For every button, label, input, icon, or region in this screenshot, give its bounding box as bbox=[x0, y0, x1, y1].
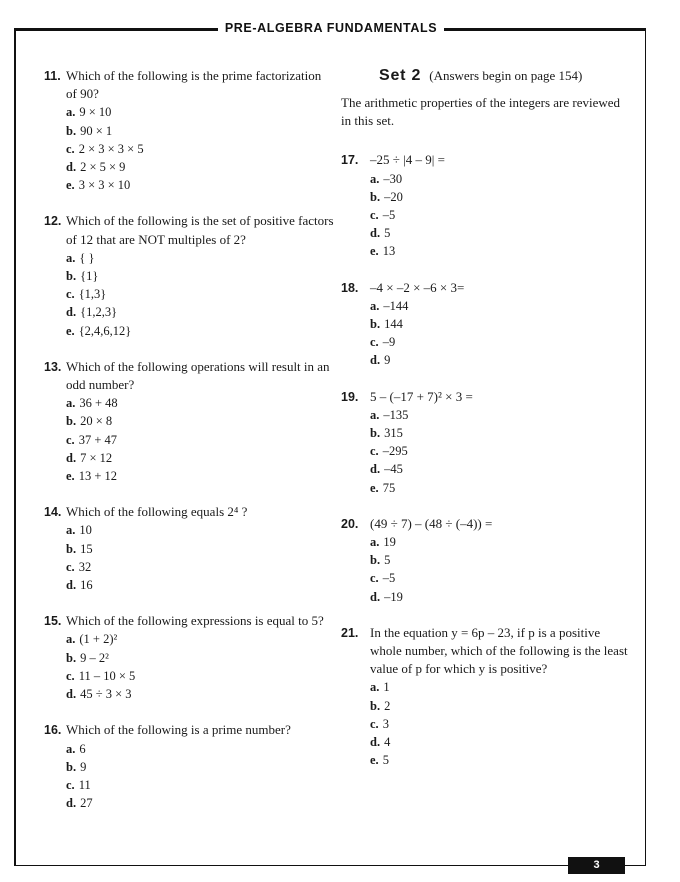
option-letter: b. bbox=[370, 317, 381, 332]
set-intro: The arithmetic properties of the integers are reviewed in this set. bbox=[341, 95, 621, 129]
answer-option bbox=[370, 551, 631, 569]
option-letter: b. bbox=[66, 650, 77, 665]
option-letter: e. bbox=[370, 753, 379, 768]
option-letter: d. bbox=[66, 160, 77, 175]
question-number: 14. bbox=[44, 505, 62, 520]
option-text: 20 × 8 bbox=[80, 414, 113, 429]
option-letter: a. bbox=[370, 407, 380, 422]
answer-option bbox=[370, 751, 631, 769]
answer-option bbox=[66, 412, 334, 430]
question-text: Which of the following is a prime number? bbox=[66, 722, 291, 738]
option-letter: d. bbox=[370, 462, 381, 477]
question-number: 19. bbox=[341, 389, 359, 404]
question-number: 16. bbox=[44, 723, 62, 738]
answer-option bbox=[370, 224, 631, 242]
answer-option bbox=[370, 442, 631, 460]
question-text: Which of the following equals 2⁴ ? bbox=[66, 504, 248, 520]
option-letter: e. bbox=[370, 244, 379, 259]
answer-option bbox=[370, 569, 631, 587]
question-text: In the equation y = 6p – 23, if p is a positive whole number, which of the following is the least value of p for which y is positive? bbox=[370, 624, 628, 677]
option-text: {2,4,6,12} bbox=[78, 323, 132, 338]
option-text: 2 × 5 × 9 bbox=[80, 160, 126, 175]
set-heading bbox=[341, 67, 631, 85]
option-letter: a. bbox=[66, 396, 76, 411]
option-letter: c. bbox=[370, 571, 379, 586]
question-block bbox=[341, 388, 631, 497]
answer-option bbox=[66, 322, 334, 340]
option-letter: c. bbox=[370, 208, 379, 223]
option-letter: e. bbox=[66, 178, 75, 193]
answer-option bbox=[370, 479, 631, 497]
question-text: (49 ÷ 7) – (48 ÷ (–4)) = bbox=[370, 515, 493, 531]
option-letter: b. bbox=[66, 123, 77, 138]
option-text: (1 + 2)² bbox=[79, 632, 118, 647]
question-stem bbox=[44, 612, 334, 630]
left-column bbox=[44, 67, 334, 830]
option-text: 13 bbox=[382, 244, 396, 259]
answer-option bbox=[66, 667, 334, 685]
answer-option bbox=[66, 394, 334, 412]
option-text: 9 bbox=[384, 353, 391, 368]
option-letter: e. bbox=[370, 480, 379, 495]
option-letter: d. bbox=[370, 353, 381, 368]
question-stem bbox=[44, 503, 334, 521]
question-text: –25 ÷ |4 – 9| = bbox=[370, 152, 445, 168]
option-text: 11 bbox=[78, 777, 91, 792]
option-letter: c. bbox=[370, 716, 379, 731]
option-letter: d. bbox=[66, 450, 77, 465]
answer-option bbox=[66, 140, 334, 158]
option-letter: b. bbox=[370, 698, 381, 713]
question-block bbox=[341, 515, 631, 606]
option-letter: b. bbox=[370, 426, 381, 441]
answer-option bbox=[370, 297, 631, 315]
question-stem bbox=[341, 279, 631, 297]
answer-option bbox=[66, 649, 334, 667]
page-number: 3 bbox=[568, 857, 625, 874]
option-letter: b. bbox=[66, 414, 77, 429]
answer-option bbox=[370, 533, 631, 551]
option-text: 45 ÷ 3 × 3 bbox=[80, 687, 132, 702]
option-text: 5 bbox=[382, 753, 389, 768]
option-letter: c. bbox=[66, 141, 75, 156]
option-letter: d. bbox=[370, 226, 381, 241]
option-text: 6 bbox=[79, 741, 86, 756]
header-rule-left bbox=[14, 28, 218, 31]
option-letter: a. bbox=[66, 632, 76, 647]
option-text: –5 bbox=[382, 571, 396, 586]
option-text: 144 bbox=[384, 317, 403, 332]
answer-option bbox=[370, 333, 631, 351]
answer-option bbox=[66, 103, 334, 121]
question-stem bbox=[341, 388, 631, 406]
question-number: 15. bbox=[44, 614, 62, 629]
option-letter: b. bbox=[66, 759, 77, 774]
option-letter: a. bbox=[66, 250, 76, 265]
option-letter: b. bbox=[66, 269, 77, 284]
option-text: { } bbox=[79, 250, 95, 265]
option-text: 7 × 12 bbox=[80, 450, 113, 465]
option-text: 16 bbox=[80, 578, 93, 593]
option-text: {1,2,3} bbox=[80, 305, 118, 320]
option-letter: a. bbox=[370, 298, 380, 313]
option-letter: b. bbox=[370, 189, 381, 204]
option-letter: b. bbox=[370, 553, 381, 568]
question-number: 17. bbox=[341, 153, 359, 168]
question-stem bbox=[341, 624, 631, 679]
header-rule-right bbox=[444, 28, 646, 31]
answer-option bbox=[66, 449, 334, 467]
answer-option bbox=[370, 733, 631, 751]
option-text: 32 bbox=[78, 559, 92, 574]
answer-option bbox=[370, 170, 631, 188]
option-letter: c. bbox=[66, 777, 75, 792]
option-letter: c. bbox=[370, 335, 379, 350]
option-text: –135 bbox=[383, 407, 409, 422]
option-text: 4 bbox=[384, 735, 391, 750]
option-text: 2 × 3 × 3 × 5 bbox=[78, 141, 144, 156]
option-letter: a. bbox=[66, 741, 76, 756]
answer-option bbox=[66, 122, 334, 140]
option-text: 315 bbox=[384, 426, 403, 441]
answer-option bbox=[370, 460, 631, 478]
question-number: 13. bbox=[44, 359, 62, 374]
set-note: (Answers begin on page 154) bbox=[429, 68, 583, 83]
question-stem bbox=[44, 721, 334, 739]
answer-option bbox=[370, 715, 631, 733]
option-letter: d. bbox=[370, 735, 381, 750]
answer-option bbox=[370, 351, 631, 369]
option-letter: c. bbox=[66, 559, 75, 574]
answer-option bbox=[66, 576, 334, 594]
question-number: 20. bbox=[341, 516, 359, 531]
option-text: 27 bbox=[80, 796, 93, 811]
question-block bbox=[341, 624, 631, 770]
question-block bbox=[44, 612, 334, 703]
answer-option bbox=[370, 315, 631, 333]
footer-rule bbox=[14, 865, 646, 866]
option-letter: d. bbox=[66, 578, 77, 593]
question-text: –4 × –2 × –6 × 3= bbox=[370, 279, 465, 295]
option-text: {1} bbox=[80, 269, 99, 284]
running-header: PRE-ALGEBRA FUNDAMENTALS bbox=[224, 21, 438, 35]
answer-option bbox=[66, 558, 334, 576]
option-text: 2 bbox=[384, 698, 391, 713]
answer-option bbox=[370, 678, 631, 696]
question-block bbox=[341, 151, 631, 260]
option-text: 1 bbox=[383, 680, 390, 695]
option-text: –30 bbox=[383, 171, 403, 186]
option-text: 5 bbox=[384, 226, 391, 241]
question-block bbox=[44, 358, 334, 485]
option-text: –20 bbox=[384, 189, 403, 204]
option-text: –9 bbox=[382, 335, 396, 350]
option-text: 15 bbox=[80, 541, 93, 556]
question-stem bbox=[44, 67, 334, 103]
set-title: Set 2 bbox=[379, 67, 422, 84]
option-text: 3 × 3 × 10 bbox=[78, 178, 131, 193]
answer-option bbox=[370, 206, 631, 224]
option-letter: c. bbox=[66, 287, 75, 302]
option-letter: a. bbox=[370, 680, 380, 695]
question-stem bbox=[44, 212, 334, 248]
option-text: 75 bbox=[382, 480, 396, 495]
option-letter: a. bbox=[370, 171, 380, 186]
answer-option bbox=[370, 406, 631, 424]
question-block bbox=[44, 503, 334, 594]
question-text: Which of the following operations will result in an odd number? bbox=[66, 358, 330, 393]
page-frame-left bbox=[14, 28, 16, 866]
answer-option bbox=[66, 467, 334, 485]
option-text: –45 bbox=[384, 462, 403, 477]
option-text: –19 bbox=[384, 589, 403, 604]
question-text: 5 – (–17 + 7)² × 3 = bbox=[370, 388, 473, 404]
answer-option bbox=[370, 242, 631, 260]
answer-option bbox=[66, 158, 334, 176]
question-block bbox=[341, 279, 631, 370]
question-text: Which of the following is the set of positive factors of 12 that are NOT multiples of 2? bbox=[66, 213, 334, 247]
answer-option bbox=[66, 630, 334, 648]
question-stem bbox=[341, 515, 631, 533]
option-text: 19 bbox=[383, 535, 396, 550]
option-text: 37 + 47 bbox=[78, 432, 117, 447]
answer-option bbox=[370, 588, 631, 606]
option-text: –144 bbox=[383, 298, 409, 313]
option-letter: d. bbox=[66, 687, 77, 702]
answer-option bbox=[66, 685, 334, 703]
page-frame-right bbox=[645, 30, 646, 866]
option-text: 9 bbox=[80, 759, 87, 774]
left-question-list bbox=[44, 67, 334, 812]
answer-option bbox=[66, 267, 334, 285]
question-block bbox=[44, 212, 334, 339]
answer-option bbox=[66, 521, 334, 539]
option-letter: a. bbox=[370, 535, 380, 550]
answer-option bbox=[66, 285, 334, 303]
answer-option bbox=[66, 740, 334, 758]
option-text: 9 – 2² bbox=[80, 650, 109, 665]
question-block bbox=[44, 67, 334, 194]
option-text: 3 bbox=[382, 716, 389, 731]
option-text: 11 – 10 × 5 bbox=[78, 668, 136, 683]
right-column bbox=[341, 67, 631, 788]
answer-option bbox=[370, 424, 631, 442]
question-number: 21. bbox=[341, 625, 359, 640]
answer-option bbox=[370, 697, 631, 715]
question-number: 18. bbox=[341, 280, 359, 295]
option-letter: d. bbox=[370, 589, 381, 604]
answer-option bbox=[66, 758, 334, 776]
answer-option bbox=[66, 540, 334, 558]
option-letter: e. bbox=[66, 323, 75, 338]
option-text: 90 × 1 bbox=[80, 123, 113, 138]
option-text: 36 + 48 bbox=[79, 396, 118, 411]
answer-option bbox=[66, 431, 334, 449]
option-text: 10 bbox=[79, 523, 92, 538]
option-text: 5 bbox=[384, 553, 391, 568]
option-letter: d. bbox=[66, 305, 77, 320]
option-letter: a. bbox=[66, 523, 76, 538]
option-text: –295 bbox=[382, 444, 408, 459]
question-number: 12. bbox=[44, 214, 62, 229]
option-letter: b. bbox=[66, 541, 77, 556]
question-stem bbox=[341, 151, 631, 169]
answer-option bbox=[66, 794, 334, 812]
option-text: {1,3} bbox=[78, 287, 107, 302]
question-block bbox=[44, 721, 334, 812]
option-letter: c. bbox=[66, 432, 75, 447]
question-number: 11. bbox=[44, 69, 61, 83]
answer-option bbox=[66, 303, 334, 321]
question-text: Which of the following expressions is equal to 5? bbox=[66, 613, 324, 629]
answer-option bbox=[370, 188, 631, 206]
answer-option bbox=[66, 776, 334, 794]
answer-option bbox=[66, 249, 334, 267]
answer-option bbox=[66, 176, 334, 194]
option-text: 9 × 10 bbox=[79, 105, 112, 120]
option-letter: c. bbox=[66, 668, 75, 683]
option-letter: c. bbox=[370, 444, 379, 459]
option-text: –5 bbox=[382, 208, 396, 223]
option-letter: a. bbox=[66, 105, 76, 120]
option-letter: e. bbox=[66, 469, 75, 484]
right-question-list bbox=[341, 151, 631, 769]
option-text: 13 + 12 bbox=[78, 469, 117, 484]
option-letter: d. bbox=[66, 796, 77, 811]
question-text: Which of the following is the prime factorization of 90? bbox=[66, 68, 322, 102]
question-stem bbox=[44, 358, 334, 394]
